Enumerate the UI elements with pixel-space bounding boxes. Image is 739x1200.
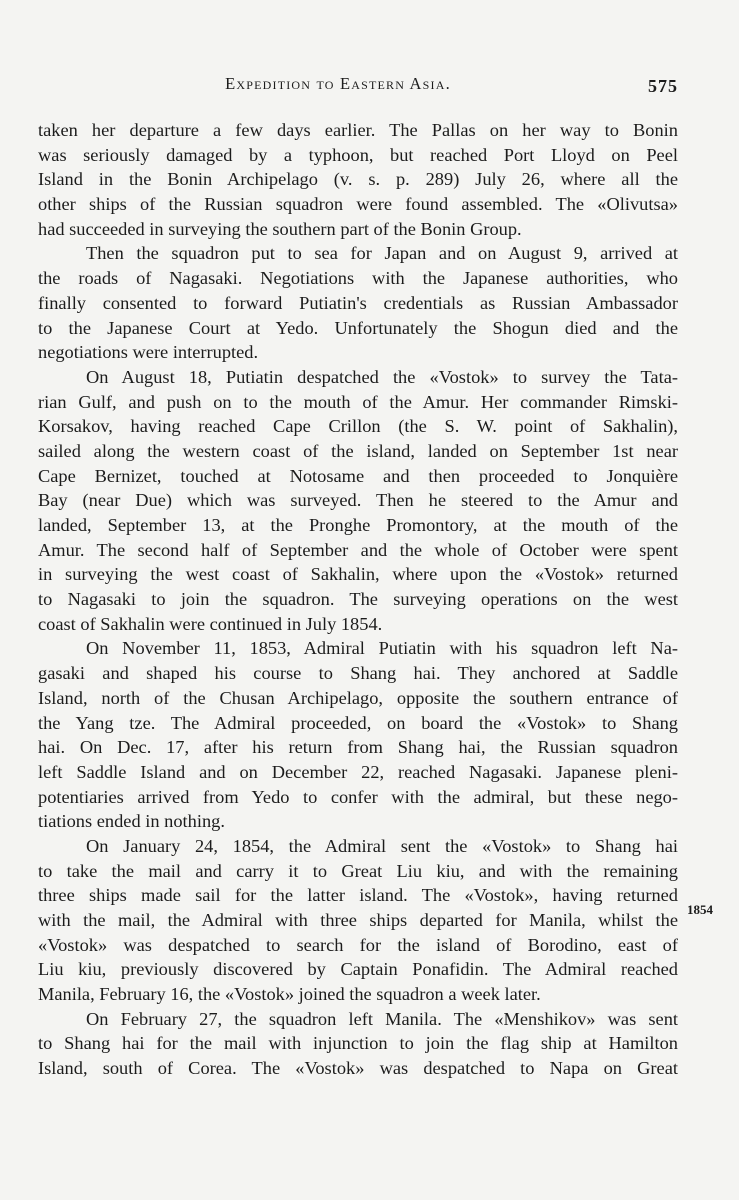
- text-line: Island, south of Corea. The «Vostok» was despatched to Napa on Great: [38, 1058, 678, 1079]
- text-line: Manila, February 16, the «Vostok» joined the squadron a week later.: [38, 984, 541, 1005]
- text-line: to take the mail and carry it to Great Liu kiu, and with the remaining: [38, 860, 678, 881]
- text-line: «Vostok» was despatched to search for the island of Borodino, east of: [38, 934, 678, 955]
- margin-year-note: 1854: [687, 902, 713, 917]
- text-line: Then the squadron put to sea for Japan and on August 9, arrived at: [86, 243, 678, 264]
- text-line: Liu kiu, previously discovered by Captain Ponafidin. The Admiral reached: [38, 959, 678, 980]
- text-line: Cape Bernizet, touched at Notosame and then proceeded to Jonquière: [38, 465, 678, 486]
- text-line: had succeeded in surveying the southern part of the Bonin Group.: [38, 218, 522, 239]
- text-line: landed, September 13, at the Pronghe Promontory, at the mouth of the: [38, 515, 678, 535]
- text-line: coast of Sakhalin were continued in July 1854.: [38, 613, 383, 634]
- text-line: other ships of the Russian squadron were found assembled. The «Olivutsa»: [38, 194, 678, 215]
- body-text: [38, 118, 678, 1081]
- text-line: On January 24, 1854, the Admiral sent the «Vostok» to Shang hai: [86, 835, 678, 856]
- running-head: [38, 70, 678, 100]
- text-line: three ships made sail for the latter island. The «Vostok», having returned: [38, 885, 678, 906]
- text-line: hai. On Dec. 17, after his return from Shang hai, the Russian squadron: [38, 737, 678, 758]
- text-line: Korsakov, having reached Cape Crillon (the S. W. point of Sakhalin),: [38, 416, 678, 437]
- text-line: rian Gulf, and push on to the mouth of the Amur. Her commander Rimski-: [38, 391, 678, 412]
- text-line: potentiaries arrived from Yedo to confer with the admiral, but these nego-: [38, 786, 678, 807]
- text-line: negotiations were interrupted.: [38, 342, 259, 363]
- text-line: the Yang tze. The Admiral proceeded, on board the «Vostok» to Shang: [38, 712, 678, 733]
- text-line: left Saddle Island and on December 22, reached Nagasaki. Japanese pleni-: [38, 761, 678, 782]
- text-line: On February 27, the squadron left Manila. The «Menshikov» was sent: [86, 1008, 678, 1029]
- text-line: was seriously damaged by a typhoon, but reached Port Lloyd on Peel: [38, 144, 678, 165]
- text-line: Island, north of the Chusan Archipelago, opposite the southern entrance of: [38, 687, 678, 708]
- page-number: 575: [648, 76, 678, 96]
- text-line: Bay (near Due) which was surveyed. Then he steered to the Amur and: [38, 490, 678, 511]
- text-line: the roads of Nagasaki. Negotiations with the Japanese authorities, who: [38, 268, 678, 289]
- text-line: to Nagasaki to join the squadron. The surveying operations on the west: [38, 589, 678, 610]
- text-line: gasaki and shaped his course to Shang hai. They anchored at Saddle: [38, 663, 678, 684]
- text-line: with the mail, the Admiral with three ships departed for Manila, whilst the: [38, 910, 678, 930]
- text-line: to the Japanese Court at Yedo. Unfortunately the Shogun died and the: [38, 317, 678, 338]
- text-line: in surveying the west coast of Sakhalin, where upon the «Vostok» returned: [38, 564, 678, 585]
- text-line: Amur. The second half of September and the whole of October were spent: [38, 539, 678, 560]
- text-line: Island in the Bonin Archipelago (v. s. p. 289) July 26, where all the: [38, 169, 678, 190]
- text-line: sailed along the western coast of the island, landed on September 1st near: [38, 440, 678, 461]
- text-line: to Shang hai for the mail with injunction to join the flag ship at Hamilton: [38, 1033, 678, 1054]
- text-line: finally consented to forward Putiatin's credentials as Russian Ambassador: [38, 292, 678, 313]
- text-line: taken her departure a few days earlier. The Pallas on her way to Bonin: [38, 120, 678, 140]
- running-title: Expedition to Eastern Asia.: [225, 74, 451, 93]
- text-line: tiations ended in nothing.: [38, 811, 225, 832]
- text-line: On November 11, 1853, Admiral Putiatin with his squadron left Na-: [86, 638, 678, 659]
- text-line: On August 18, Putiatin despatched the «Vostok» to survey the Tata-: [86, 366, 678, 387]
